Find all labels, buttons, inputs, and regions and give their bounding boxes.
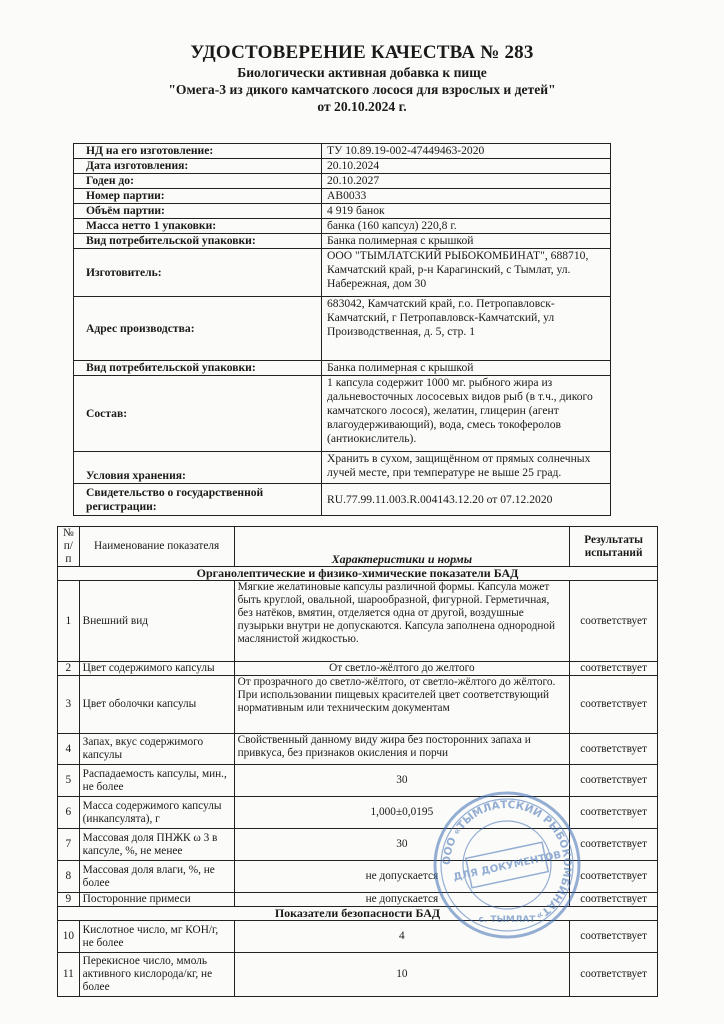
stamp-bottom-text: с. ТЫМЛАТ — [478, 915, 536, 925]
info-row — [74, 174, 611, 189]
col-num-header: № п/п — [58, 527, 80, 567]
info-key: Свидетельство о государственной регистрации: — [74, 484, 322, 516]
table-row — [58, 921, 658, 953]
row-result: соответствует — [570, 662, 658, 676]
row-value: 30 — [234, 765, 570, 797]
table-row — [58, 797, 658, 829]
info-key: Вид потребительской упаковки: — [74, 361, 322, 376]
table-row — [58, 861, 658, 893]
col-result-header: Результаты испытаний — [570, 527, 658, 567]
row-result: соответствует — [570, 765, 658, 797]
info-key: Объём партии: — [74, 204, 322, 219]
table-row — [58, 765, 658, 797]
row-value: 30 — [234, 829, 570, 861]
section-row — [58, 567, 658, 581]
row-value: Свойственный данному виду жира без посторонних запаха и привкуса, без признаков окисления и порчи — [234, 734, 570, 765]
row-number: 1 — [58, 581, 80, 662]
row-number: 4 — [58, 734, 80, 765]
product-name: "Омега-3 из дикого камчатского лосося для взрослых и детей" — [168, 82, 556, 97]
table-row — [58, 734, 658, 765]
row-value: не допускается — [234, 861, 570, 893]
row-name: Массовая доля влаги, %, не более — [79, 861, 234, 893]
row-number: 6 — [58, 797, 80, 829]
info-row — [74, 484, 611, 516]
table-row — [58, 676, 658, 734]
row-number: 10 — [58, 921, 80, 953]
row-name: Внешний вид — [79, 581, 234, 662]
product-info-table — [73, 143, 611, 516]
document-date: от 20.10.2024 г. — [317, 99, 407, 114]
info-value: Хранить в сухом, защищённом от прямых солнечных лучей месте, при температуре не выше 25 град. — [322, 452, 611, 484]
row-name: Массовая доля ПНЖК ω 3 в капсуле, %, не менее — [79, 829, 234, 861]
indicators-table — [57, 526, 658, 997]
row-result: соответствует — [570, 953, 658, 997]
row-number: 7 — [58, 829, 80, 861]
info-key: Изготовитель: — [74, 249, 322, 297]
info-value: 4 919 банок — [322, 204, 611, 219]
row-number: 2 — [58, 662, 80, 676]
row-value: 1,000±0,0195 — [234, 797, 570, 829]
row-number: 8 — [58, 861, 80, 893]
info-row — [74, 204, 611, 219]
row-name: Цвет оболочки капсулы — [79, 676, 234, 734]
row-result: соответствует — [570, 581, 658, 662]
info-row — [74, 159, 611, 174]
row-value: не допускается — [234, 893, 570, 907]
info-row — [74, 219, 611, 234]
table-row — [58, 893, 658, 907]
row-number: 11 — [58, 953, 80, 997]
row-number: 5 — [58, 765, 80, 797]
info-key: Условия хранения: — [74, 452, 322, 484]
row-value: 4 — [234, 921, 570, 953]
info-row — [74, 376, 611, 452]
info-row — [74, 297, 611, 361]
row-name: Посторонние примеси — [79, 893, 234, 907]
section-row — [58, 907, 658, 921]
row-result: соответствует — [570, 893, 658, 907]
info-value: Банка полимерная с крышкой — [322, 234, 611, 249]
info-value: ТУ 10.89.19-002-47449463-2020 — [322, 144, 611, 159]
row-value: От светло-жёлтого до желтого — [234, 662, 570, 676]
row-name: Перекисное число, ммоль активного кислорода/кг, не более — [79, 953, 234, 997]
info-key: Годен до: — [74, 174, 322, 189]
row-result: соответствует — [570, 797, 658, 829]
info-value: 20.10.2024 — [322, 159, 611, 174]
stamp-ring-text: ООО «ТЫМЛАТСКИЙ РЫБОКОМБИНАТ» — [440, 798, 574, 923]
row-number: 9 — [58, 893, 80, 907]
table-row — [58, 829, 658, 861]
info-value: RU.77.99.11.003.R.004143.12.20 от 07.12.2020 — [322, 484, 611, 516]
info-value: 20.10.2027 — [322, 174, 611, 189]
info-value: АВ0033 — [322, 189, 611, 204]
section-title: Показатели безопасности БАД — [58, 907, 658, 921]
row-value: От прозрачного до светло-жёлтого, от светло-жёлтого до жёлтого. При использовании пищевых красителей цвет соответствующий нормативным или техническим документам — [234, 676, 570, 734]
table-row — [58, 953, 658, 997]
info-row — [74, 452, 611, 484]
section-title: Органолептические и физико-химические показатели БАД — [58, 567, 658, 581]
table-row — [58, 662, 658, 676]
table-row — [58, 581, 658, 662]
info-value: банка (160 капсул) 220,8 г. — [322, 219, 611, 234]
col-char-header: Характеристики и нормы — [234, 527, 570, 567]
info-value: 1 капсула содержит 1000 мг. рыбного жира из дальневосточных лососевых видов рыб (в т.ч., дикого камчатского лосося), желатин, глицерин (агент влагоудерживающий), вода, смесь токоферолов (антиокислитель). — [322, 376, 611, 452]
row-result: соответствует — [570, 921, 658, 953]
row-name: Запах, вкус содержимого капсулы — [79, 734, 234, 765]
row-number: 3 — [58, 676, 80, 734]
info-value: ООО "ТЫМЛАТСКИЙ РЫБОКОМБИНАТ", 688710, Камчатский край, р-н Карагинский, с Тымлат, ул. Набережная, дом 30 — [322, 249, 611, 297]
document-header — [0, 40, 724, 115]
row-value: 10 — [234, 953, 570, 997]
document-title: УДОСТОВЕРЕНИЕ КАЧЕСТВА № 283 — [190, 42, 534, 63]
info-row — [74, 361, 611, 376]
row-name: Распадаемость капсулы, мин., не более — [79, 765, 234, 797]
info-row — [74, 144, 611, 159]
row-result: соответствует — [570, 676, 658, 734]
info-key: Состав: — [74, 376, 322, 452]
info-key: Дата изготовления: — [74, 159, 322, 174]
info-key: НД на его изготовление: — [74, 144, 322, 159]
info-key: Адрес производства: — [74, 297, 322, 361]
row-result: соответствует — [570, 829, 658, 861]
info-value: Банка полимерная с крышкой — [322, 361, 611, 376]
row-name: Цвет содержимого капсулы — [79, 662, 234, 676]
row-value: Мягкие желатиновые капсулы различной формы. Капсула может быть круглой, овальной, шарообразной, фигурной. Герметичная, без натёков, вмятин, отделяется одна от другой, воздушные пузырьки внутри не допускаются. Капсула заполнена однородной маслянистой жидкостью. — [234, 581, 570, 662]
info-key: Масса нетто 1 упаковки: — [74, 219, 322, 234]
info-value: 683042, Камчатский край, г.о. Петропавловск-Камчатский, г Петропавловск-Камчатский, ул Производственная, д. 5, стр. 1 — [322, 297, 611, 361]
row-name: Кислотное число, мг КОН/г, не более — [79, 921, 234, 953]
document-subtitle: Биологически активная добавка к пище — [237, 65, 487, 80]
row-result: соответствует — [570, 734, 658, 765]
info-key: Вид потребительской упаковки: — [74, 234, 322, 249]
info-row — [74, 189, 611, 204]
row-result: соответствует — [570, 861, 658, 893]
col-name-header: Наименование показателя — [79, 527, 234, 567]
info-row — [74, 234, 611, 249]
row-name: Масса содержимого капсулы (инкапсулята), г — [79, 797, 234, 829]
indicators-header-row — [58, 527, 658, 567]
info-row — [74, 249, 611, 297]
stamp-center-text: ДЛЯ ДОКУМЕНТОВ — [452, 849, 563, 884]
info-key: Номер партии: — [74, 189, 322, 204]
